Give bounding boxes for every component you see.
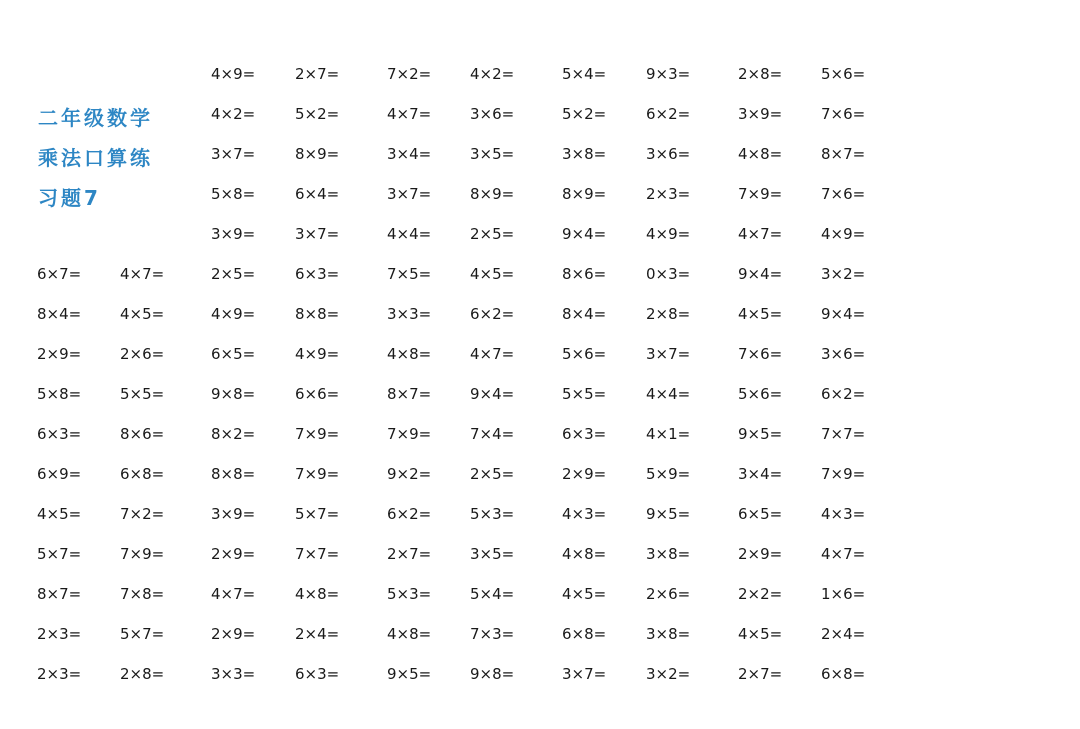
problem-cell: 4×5= (738, 625, 783, 643)
problem-cell: 3×6= (470, 105, 515, 123)
problem-cell: 8×6= (120, 425, 165, 443)
title-line-3: 习题7 (38, 186, 101, 210)
problem-cell: 2×2= (738, 585, 783, 603)
problem-cell: 5×2= (562, 105, 607, 123)
problem-cell: 3×3= (387, 305, 432, 323)
problem-cell: 5×8= (211, 185, 256, 203)
problem-cell: 8×8= (211, 465, 256, 483)
problem-cell: 4×7= (387, 105, 432, 123)
problem-cell: 3×4= (738, 465, 783, 483)
problem-cell: 3×7= (211, 145, 256, 163)
problem-cell: 4×5= (470, 265, 515, 283)
problem-cell: 5×5= (120, 385, 165, 403)
problem-cell: 6×8= (821, 665, 866, 683)
problem-cell: 3×9= (211, 225, 256, 243)
problem-cell: 8×2= (211, 425, 256, 443)
problem-cell: 4×2= (470, 65, 515, 83)
problem-cell: 6×7= (37, 265, 82, 283)
problem-row (0, 342, 1080, 366)
problem-cell: 6×8= (562, 625, 607, 643)
problem-cell: 7×6= (821, 105, 866, 123)
problem-cell: 6×3= (37, 425, 82, 443)
problem-cell: 3×5= (470, 145, 515, 163)
problem-cell: 2×6= (120, 345, 165, 363)
problem-cell: 7×2= (387, 65, 432, 83)
problem-cell: 7×9= (387, 425, 432, 443)
problem-cell: 7×2= (120, 505, 165, 523)
problem-cell: 3×7= (295, 225, 340, 243)
problem-cell: 8×7= (37, 585, 82, 603)
problem-cell: 7×7= (295, 545, 340, 563)
problem-cell: 3×7= (646, 345, 691, 363)
problem-cell: 3×5= (470, 545, 515, 563)
problem-cell: 3×7= (562, 665, 607, 683)
problem-row (0, 382, 1080, 406)
problem-cell: 7×4= (470, 425, 515, 443)
problem-row (0, 582, 1080, 606)
problem-cell: 9×8= (211, 385, 256, 403)
problem-cell: 4×9= (646, 225, 691, 243)
problem-cell: 5×5= (562, 385, 607, 403)
problem-row (0, 502, 1080, 526)
problem-cell: 9×4= (470, 385, 515, 403)
problem-cell: 9×4= (821, 305, 866, 323)
problem-cell: 4×8= (387, 345, 432, 363)
problem-cell: 9×3= (646, 65, 691, 83)
problem-cell: 5×3= (470, 505, 515, 523)
problem-cell: 2×4= (295, 625, 340, 643)
problem-cell: 6×2= (387, 505, 432, 523)
problem-cell: 7×9= (821, 465, 866, 483)
problem-cell: 2×8= (646, 305, 691, 323)
problem-cell: 2×9= (37, 345, 82, 363)
problem-cell: 4×8= (295, 585, 340, 603)
title-line-1: 二年级数学 (38, 106, 153, 130)
problem-cell: 7×6= (738, 345, 783, 363)
problem-cell: 7×8= (120, 585, 165, 603)
problem-cell: 8×8= (295, 305, 340, 323)
problem-cell: 6×8= (120, 465, 165, 483)
problem-cell: 6×3= (295, 265, 340, 283)
problem-cell: 7×5= (387, 265, 432, 283)
problem-cell: 4×8= (387, 625, 432, 643)
problem-cell: 4×2= (211, 105, 256, 123)
problem-cell: 2×5= (470, 465, 515, 483)
problem-cell: 3×6= (646, 145, 691, 163)
problem-cell: 5×8= (37, 385, 82, 403)
problem-cell: 4×4= (387, 225, 432, 243)
problem-cell: 3×6= (821, 345, 866, 363)
problem-cell: 5×9= (646, 465, 691, 483)
problem-cell: 2×3= (37, 625, 82, 643)
problem-cell: 3×7= (387, 185, 432, 203)
problem-row (0, 262, 1080, 286)
problem-cell: 4×9= (295, 345, 340, 363)
problem-cell: 6×5= (211, 345, 256, 363)
problem-row (0, 462, 1080, 486)
problem-cell: 2×5= (211, 265, 256, 283)
problem-cell: 8×9= (295, 145, 340, 163)
problem-cell: 0×3= (646, 265, 691, 283)
problem-cell: 2×3= (646, 185, 691, 203)
problem-cell: 2×9= (211, 545, 256, 563)
problem-cell: 3×9= (211, 505, 256, 523)
problem-cell: 2×9= (562, 465, 607, 483)
problem-cell: 4×3= (562, 505, 607, 523)
problem-cell: 2×6= (646, 585, 691, 603)
problem-cell: 8×4= (562, 305, 607, 323)
problem-cell: 2×5= (470, 225, 515, 243)
problem-cell: 5×3= (387, 585, 432, 603)
problem-cell: 6×3= (562, 425, 607, 443)
problem-cell: 3×9= (738, 105, 783, 123)
problem-cell: 6×3= (295, 665, 340, 683)
problem-cell: 2×9= (738, 545, 783, 563)
problem-cell: 9×4= (562, 225, 607, 243)
problem-cell: 8×4= (37, 305, 82, 323)
problem-cell: 3×2= (821, 265, 866, 283)
problem-cell: 2×7= (387, 545, 432, 563)
problem-cell: 4×5= (120, 305, 165, 323)
problem-cell: 2×8= (120, 665, 165, 683)
problem-cell: 4×9= (821, 225, 866, 243)
problem-cell: 7×9= (295, 425, 340, 443)
problem-cell: 9×5= (387, 665, 432, 683)
problem-cell: 6×2= (821, 385, 866, 403)
problem-cell: 5×6= (738, 385, 783, 403)
problem-cell: 7×9= (120, 545, 165, 563)
problem-cell: 4×9= (211, 305, 256, 323)
problem-cell: 7×9= (295, 465, 340, 483)
problem-row (0, 662, 1080, 686)
problem-cell: 4×7= (821, 545, 866, 563)
problem-cell: 4×3= (821, 505, 866, 523)
problem-cell: 9×4= (738, 265, 783, 283)
problem-cell: 2×9= (211, 625, 256, 643)
problem-cell: 8×9= (562, 185, 607, 203)
problem-cell: 7×9= (738, 185, 783, 203)
problem-cell: 8×6= (562, 265, 607, 283)
problem-cell: 5×4= (470, 585, 515, 603)
problem-cell: 5×7= (295, 505, 340, 523)
problem-row (0, 302, 1080, 326)
problem-cell: 8×7= (387, 385, 432, 403)
title-line-2: 乘法口算练 (38, 146, 153, 170)
problem-cell: 5×2= (295, 105, 340, 123)
problem-cell: 4×5= (738, 305, 783, 323)
problem-cell: 6×9= (37, 465, 82, 483)
problem-row (0, 622, 1080, 646)
problem-cell: 2×8= (738, 65, 783, 83)
problem-cell: 3×8= (562, 145, 607, 163)
problem-row (0, 102, 1080, 126)
problem-cell: 3×8= (646, 625, 691, 643)
problem-cell: 4×8= (738, 145, 783, 163)
problem-cell: 9×8= (470, 665, 515, 683)
problem-cell: 8×9= (470, 185, 515, 203)
problem-cell: 4×5= (37, 505, 82, 523)
problem-cell: 7×6= (821, 185, 866, 203)
problem-cell: 4×7= (470, 345, 515, 363)
problem-row (0, 542, 1080, 566)
problem-cell: 4×9= (211, 65, 256, 83)
problem-cell: 5×6= (562, 345, 607, 363)
problem-cell: 9×5= (646, 505, 691, 523)
problem-cell: 4×5= (562, 585, 607, 603)
problem-cell: 4×4= (646, 385, 691, 403)
problem-cell: 4×7= (120, 265, 165, 283)
problem-cell: 9×2= (387, 465, 432, 483)
problem-cell: 2×4= (821, 625, 866, 643)
problem-cell: 4×8= (562, 545, 607, 563)
problem-cell: 6×6= (295, 385, 340, 403)
problem-cell: 5×7= (120, 625, 165, 643)
problem-cell: 7×7= (821, 425, 866, 443)
problem-cell: 3×4= (387, 145, 432, 163)
problem-cell: 4×1= (646, 425, 691, 443)
problem-cell: 7×3= (470, 625, 515, 643)
problem-cell: 3×2= (646, 665, 691, 683)
problem-cell: 9×5= (738, 425, 783, 443)
problem-cell: 3×8= (646, 545, 691, 563)
problem-cell: 5×6= (821, 65, 866, 83)
problem-cell: 6×5= (738, 505, 783, 523)
problem-cell: 5×4= (562, 65, 607, 83)
problem-cell: 3×3= (211, 665, 256, 683)
problem-row (0, 182, 1080, 206)
problem-row (0, 422, 1080, 446)
problem-cell: 1×6= (821, 585, 866, 603)
problem-cell: 4×7= (211, 585, 256, 603)
problem-row (0, 142, 1080, 166)
problem-cell: 2×3= (37, 665, 82, 683)
problem-cell: 6×2= (470, 305, 515, 323)
problem-cell: 2×7= (295, 65, 340, 83)
problem-cell: 5×7= (37, 545, 82, 563)
problem-cell: 8×7= (821, 145, 866, 163)
problem-cell: 2×7= (738, 665, 783, 683)
problem-cell: 4×7= (738, 225, 783, 243)
problem-row (0, 62, 1080, 86)
problem-row (0, 222, 1080, 246)
problem-cell: 6×2= (646, 105, 691, 123)
problem-cell: 6×4= (295, 185, 340, 203)
